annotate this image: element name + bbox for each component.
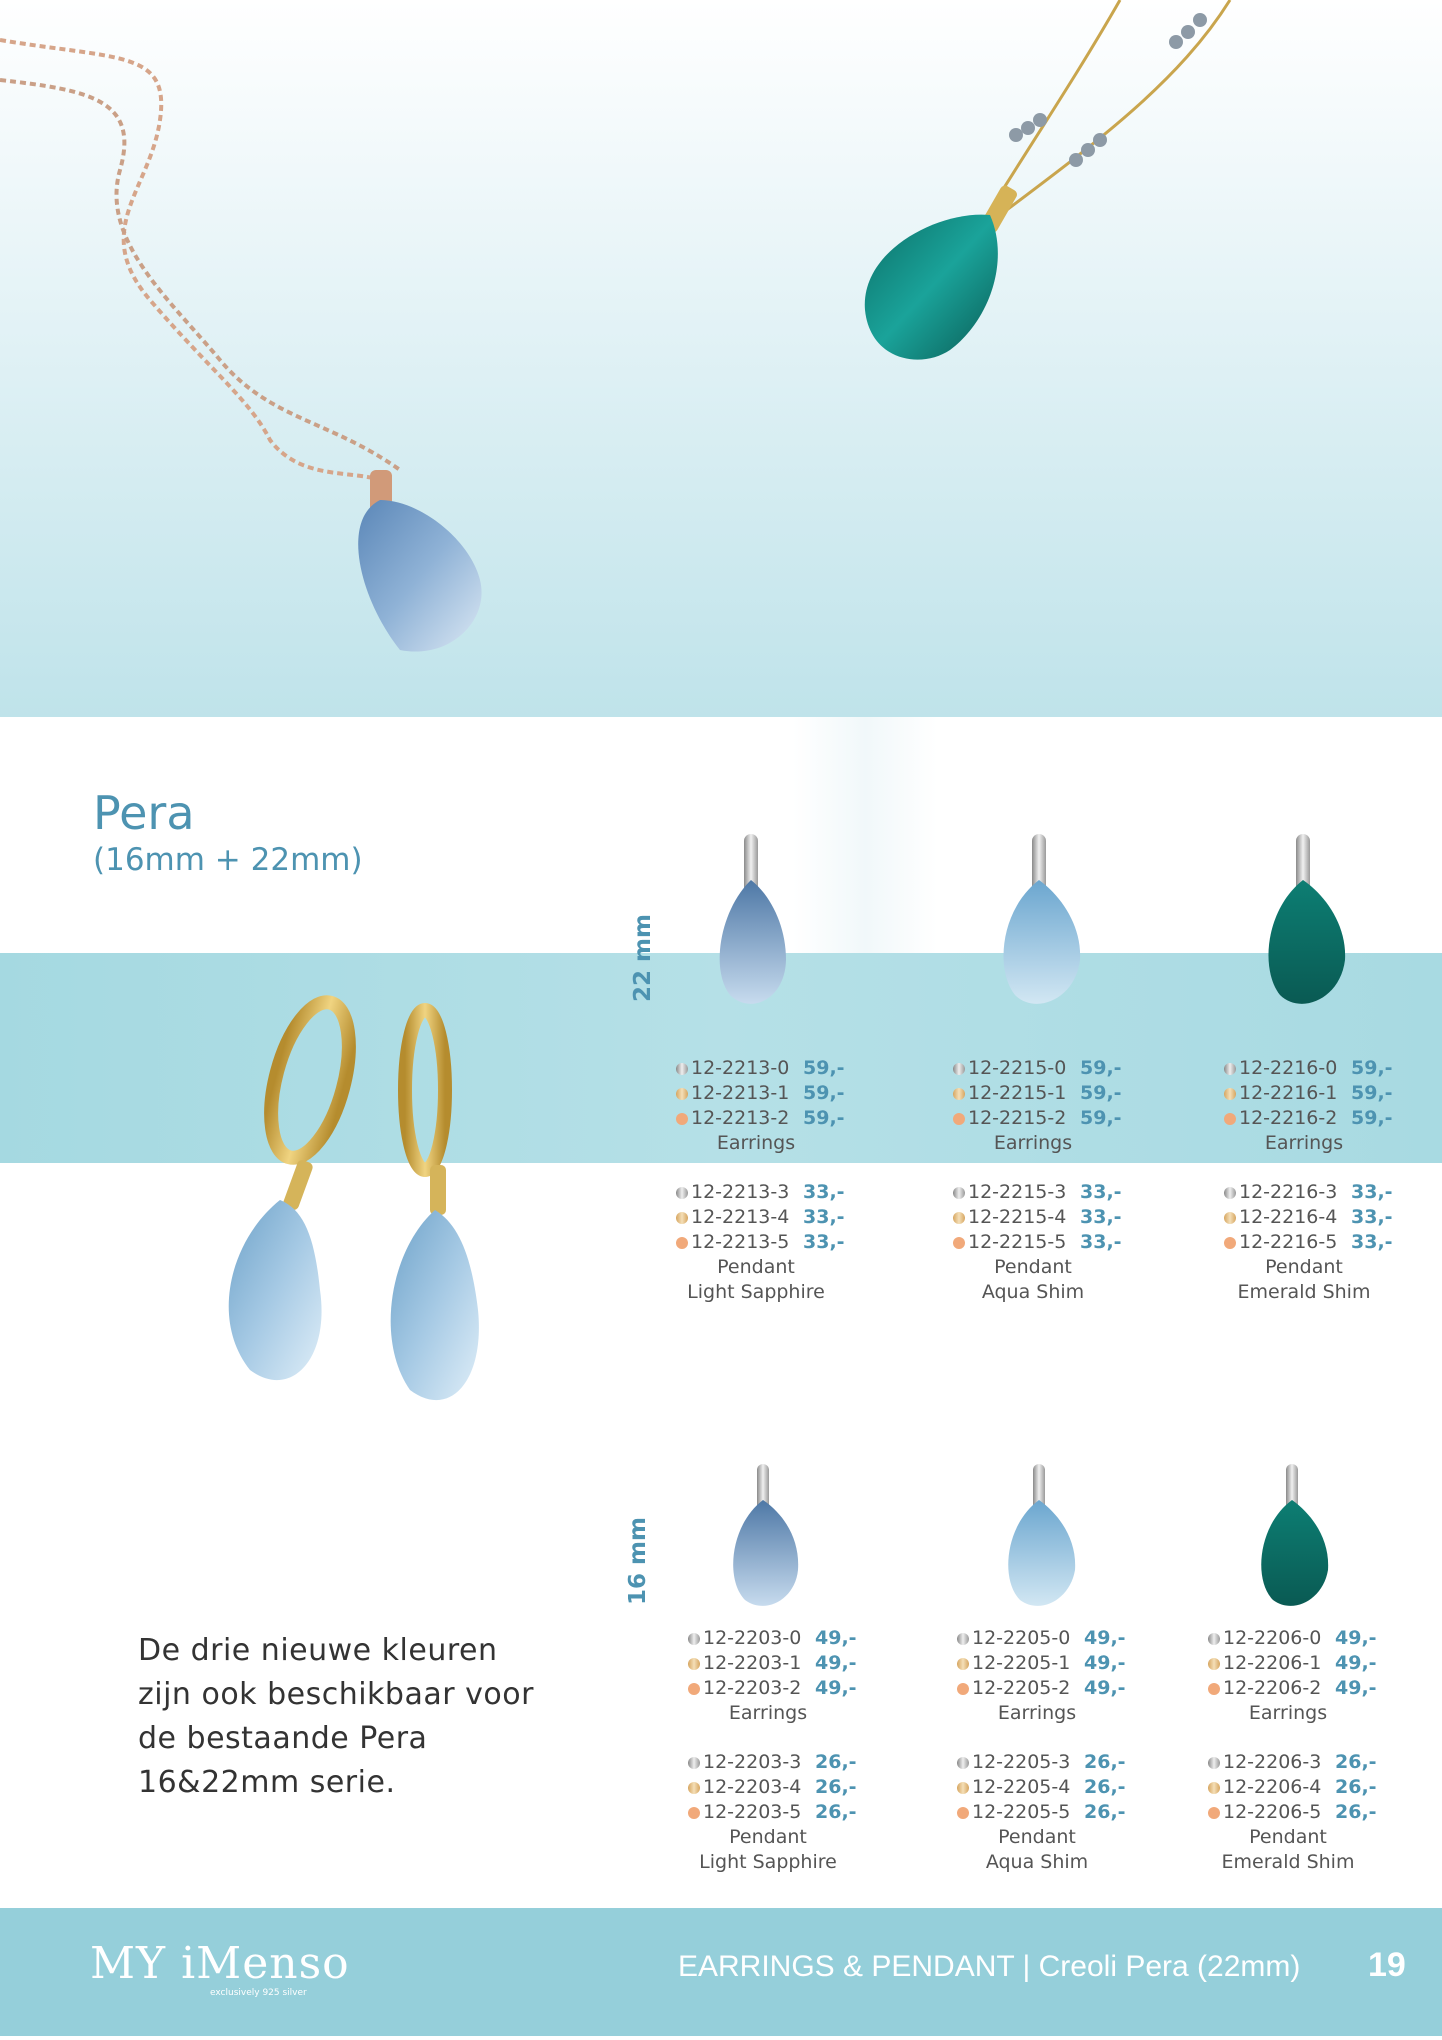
pendant-row: 12-2205-5 26,- xyxy=(957,1800,1187,1825)
silver-dot-icon xyxy=(953,1063,965,1075)
color-name: Aqua Shim xyxy=(981,1281,1085,1303)
pendant-row: 12-2215-4 33,- xyxy=(953,1205,1183,1230)
product-16-aqua-shim xyxy=(957,1626,1187,1875)
pendant-22-emerald-shim xyxy=(1268,834,1345,1004)
pendant-row: 12-2216-3 33,- xyxy=(1224,1180,1442,1205)
pendant-row: 12-2213-4 33,- xyxy=(676,1205,906,1230)
pendant-16-aqua-shim xyxy=(1008,1464,1075,1606)
earring-row: 12-2206-2 49,- xyxy=(1208,1676,1438,1701)
color-name: Emerald Shim xyxy=(1237,1281,1371,1303)
gold-dot-icon xyxy=(957,1658,969,1670)
earring-row: 12-2203-1 49,- xyxy=(688,1651,918,1676)
product-22-emerald-shim xyxy=(1224,1056,1442,1305)
earring-row: 12-2213-0 59,- xyxy=(676,1056,906,1081)
rose-gold-dot-icon xyxy=(1224,1237,1236,1249)
rose-gold-dot-icon xyxy=(1208,1683,1220,1695)
earrings-label: Earrings xyxy=(728,1702,808,1724)
pendant-label: Pendant xyxy=(729,1826,807,1848)
right-bail xyxy=(430,1165,446,1215)
pendant-22-light-sapphire xyxy=(720,834,786,1004)
color-name: Aqua Shim xyxy=(985,1851,1089,1873)
gold-dot-icon xyxy=(1224,1212,1236,1224)
pendant-row: 12-2203-4 26,- xyxy=(688,1775,918,1800)
intro-paragraph: De drie nieuwe kleuren zijn ook beschikbaar voor de bestaande Pera 16&22mm serie. xyxy=(138,1633,534,1800)
silver-dot-icon xyxy=(1224,1063,1236,1075)
silver-dot-icon xyxy=(676,1063,688,1075)
earrings-label: Earrings xyxy=(1248,1702,1328,1724)
product-16-emerald-shim xyxy=(1208,1626,1438,1875)
earring-row: 12-2215-0 59,- xyxy=(953,1056,1183,1081)
earring-row: 12-2205-0 49,- xyxy=(957,1626,1187,1651)
silver-dot-icon xyxy=(688,1757,700,1769)
rose-gold-dot-icon xyxy=(688,1683,700,1695)
right-aqua-drop xyxy=(391,1210,479,1400)
page-number: 19 xyxy=(1368,1946,1406,1984)
rose-gold-dot-icon xyxy=(953,1237,965,1249)
earrings-label: Earrings xyxy=(993,1132,1073,1154)
earring-row: 12-2215-1 59,- xyxy=(953,1081,1183,1106)
earrings-label: Earrings xyxy=(1264,1132,1344,1154)
collection-title: Pera xyxy=(93,786,195,840)
rose-gold-dot-icon xyxy=(676,1237,688,1249)
hero-jewelry-photo xyxy=(0,0,1442,717)
gold-chain-2 xyxy=(1000,0,1230,215)
pendant-row: 12-2205-3 26,- xyxy=(957,1750,1187,1775)
footer-section-title: EARRINGS & PENDANT | Creoli Pera (22mm) xyxy=(678,1950,1301,1983)
gold-dot-icon xyxy=(953,1212,965,1224)
product-22-light-sapphire xyxy=(676,1056,906,1305)
gold-dot-icon xyxy=(676,1212,688,1224)
rose-gold-dot-icon xyxy=(953,1113,965,1125)
gold-chain xyxy=(990,0,1120,210)
pendant-row: 12-2213-5 33,- xyxy=(676,1230,906,1255)
earring-row: 12-2203-0 49,- xyxy=(688,1626,918,1651)
product-22-aqua-shim xyxy=(953,1056,1183,1305)
gold-hoop-right xyxy=(405,1010,445,1170)
pendants-22mm-images xyxy=(700,830,1380,1030)
earring-row: 12-2215-2 59,- xyxy=(953,1106,1183,1131)
pendant-row: 12-2203-5 26,- xyxy=(688,1800,918,1825)
pendant-row: 12-2206-3 26,- xyxy=(1208,1750,1438,1775)
rose-chain-inner xyxy=(0,80,400,470)
rose-gold-dot-icon xyxy=(1208,1807,1220,1819)
earring-row: 12-2203-2 49,- xyxy=(688,1676,918,1701)
silver-dot-icon xyxy=(1224,1187,1236,1199)
pendants-16mm-images xyxy=(700,1460,1380,1620)
silver-dot-icon xyxy=(1208,1757,1220,1769)
earring-row: 12-2205-1 49,- xyxy=(957,1651,1187,1676)
size-label-16mm: 16 mm xyxy=(625,1517,651,1605)
gold-dot-icon xyxy=(957,1782,969,1794)
pendant-16-emerald-shim xyxy=(1261,1464,1328,1606)
pendant-row: 12-2215-3 33,- xyxy=(953,1180,1183,1205)
gold-dot-icon xyxy=(676,1088,688,1100)
gold-dot-icon xyxy=(688,1782,700,1794)
rose-gold-dot-icon xyxy=(676,1113,688,1125)
silver-dot-icon xyxy=(953,1187,965,1199)
collection-subtitle: (16mm + 22mm) xyxy=(93,842,363,878)
rose-gold-dot-icon xyxy=(688,1807,700,1819)
brand-tagline: exclusively 925 silver xyxy=(210,1988,307,1998)
earring-row: 12-2216-1 59,- xyxy=(1224,1081,1442,1106)
gold-dot-icon xyxy=(1208,1658,1220,1670)
earring-row: 12-2216-2 59,- xyxy=(1224,1106,1442,1131)
color-name: Light Sapphire xyxy=(699,1851,837,1873)
left-aqua-drop xyxy=(229,1200,322,1380)
silver-dot-icon xyxy=(957,1633,969,1645)
pendant-22-aqua-shim xyxy=(1004,834,1081,1004)
rose-chain xyxy=(0,40,380,480)
pendant-label: Pendant xyxy=(998,1826,1076,1848)
pendant-16-light-sapphire xyxy=(733,1464,798,1606)
color-name: Light Sapphire xyxy=(687,1281,825,1303)
pendant-label: Pendant xyxy=(1249,1826,1327,1848)
pendant-label: Pendant xyxy=(994,1256,1072,1278)
rose-gold-dot-icon xyxy=(957,1807,969,1819)
pendant-row: 12-2215-5 33,- xyxy=(953,1230,1183,1255)
earring-row: 12-2213-2 59,- xyxy=(676,1106,906,1131)
pendant-row: 12-2206-4 26,- xyxy=(1208,1775,1438,1800)
product-16-light-sapphire xyxy=(688,1626,918,1875)
color-name: Emerald Shim xyxy=(1221,1851,1355,1873)
brand-logo: MY iMenso xyxy=(90,1938,350,1989)
silver-dot-icon xyxy=(1208,1633,1220,1645)
gold-dot-icon xyxy=(1208,1782,1220,1794)
earrings-label: Earrings xyxy=(997,1702,1077,1724)
emerald-drop-pendant xyxy=(865,215,998,360)
creoli-earrings-photo xyxy=(210,990,510,1430)
silver-dot-icon xyxy=(676,1187,688,1199)
pendant-row: 12-2203-3 26,- xyxy=(688,1750,918,1775)
silver-dot-icon xyxy=(957,1757,969,1769)
gold-hoop-left xyxy=(256,994,363,1166)
silver-dot-icon xyxy=(688,1633,700,1645)
beads xyxy=(1009,13,1207,167)
earring-row: 12-2205-2 49,- xyxy=(957,1676,1187,1701)
earrings-label: Earrings xyxy=(716,1132,796,1154)
sapphire-drop-pendant xyxy=(358,500,481,652)
pendant-row: 12-2216-4 33,- xyxy=(1224,1205,1442,1230)
gold-dot-icon xyxy=(953,1088,965,1100)
rose-gold-dot-icon xyxy=(957,1683,969,1695)
gold-dot-icon xyxy=(688,1658,700,1670)
pendant-row: 12-2213-3 33,- xyxy=(676,1180,906,1205)
left-bail xyxy=(282,1159,314,1211)
pendant-row: 12-2205-4 26,- xyxy=(957,1775,1187,1800)
pendant-label: Pendant xyxy=(1265,1256,1343,1278)
earring-row: 12-2206-0 49,- xyxy=(1208,1626,1438,1651)
pendant-label: Pendant xyxy=(717,1256,795,1278)
earring-row: 12-2206-1 49,- xyxy=(1208,1651,1438,1676)
earring-row: 12-2213-1 59,- xyxy=(676,1081,906,1106)
earring-row: 12-2216-0 59,- xyxy=(1224,1056,1442,1081)
size-label-22mm: 22 mm xyxy=(630,914,656,1002)
rose-gold-dot-icon xyxy=(1224,1113,1236,1125)
pendant-row: 12-2206-5 26,- xyxy=(1208,1800,1438,1825)
pendant-row: 12-2216-5 33,- xyxy=(1224,1230,1442,1255)
gold-dot-icon xyxy=(1224,1088,1236,1100)
